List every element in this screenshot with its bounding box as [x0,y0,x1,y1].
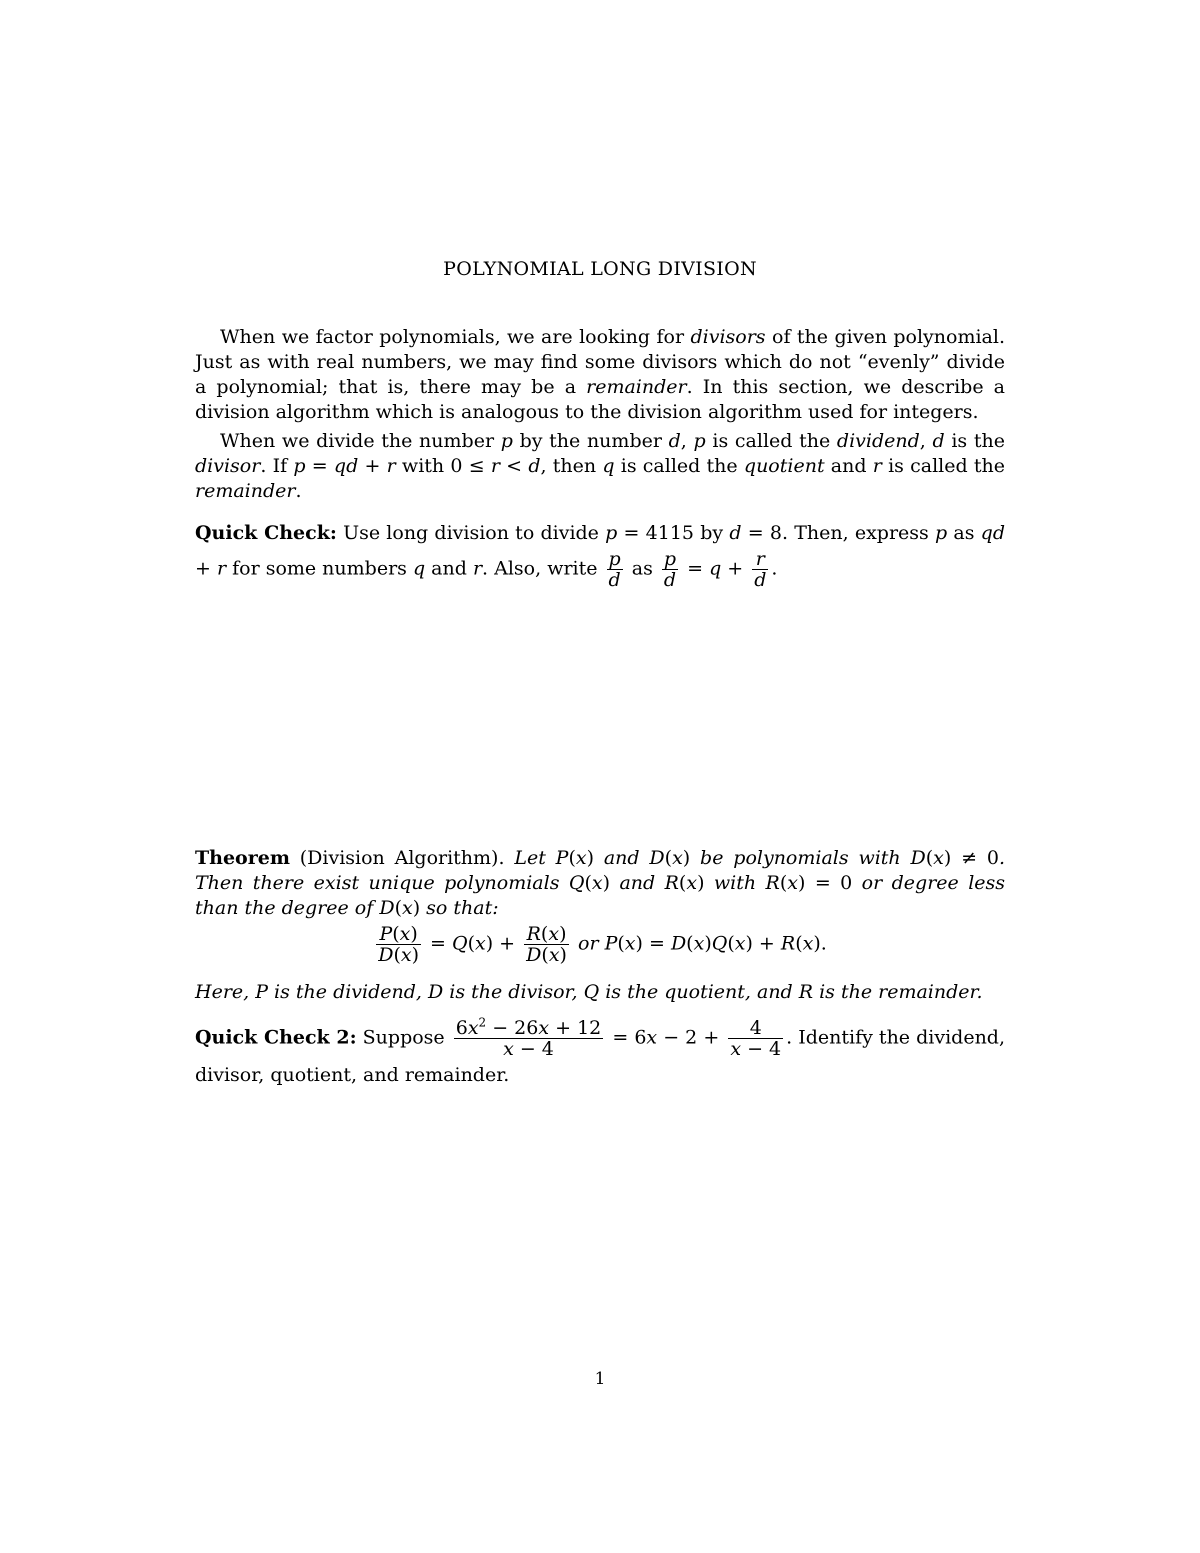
text-run: . Also, write [482,557,604,580]
text-run: with [395,455,451,477]
text-run: be polynomials with [690,847,911,869]
page-number: 1 [594,1369,606,1389]
quick-check-2: Quick Check 2: Suppose $\frac{6x^2 - 26x + 12}{x - 4}$ = 6x − 2 + $\frac{4}{x - 4}$ . Identify the dividend, divisor, quotient, and remainder. [195,1015,1006,1086]
theorem-statement: Theorem (Division Algorithm). Let P(x) and D(x) be polynomials with D(x) ≠ 0. Then there exist unique polynomials Q(x) and R(x) with R(x) = 0 or degree less than the degree of D(x) so that: [195,847,1006,919]
text-run: Here, P is the dividend, D is the divisor, Q is the quotient, and R is the remainder. [195,981,983,1003]
text-run: Suppose [356,1026,451,1049]
text-run: and [594,847,650,869]
text-run: so that: [420,897,499,919]
division-algorithm-equation: $\frac{P(x)}{D(x)}$ = Q(x) + $\frac{R(x)}{D(x)}$ or P(x) = D(x)Q(x) + R(x). [378,923,827,966]
fraction-p-over-d: $\frac{P(x)}{D(x)}$ [378,923,420,966]
text-run: , [680,430,694,452]
theorem-label: Theorem [195,847,290,869]
text-run: . Identify the dividend, divisor, quotient, and remainder. [195,1026,1006,1086]
text-run: . [295,480,302,502]
fraction-r-over-d: $\frac{R(x)}{D(x)}$ [526,923,567,966]
text-run: is called the [614,455,744,477]
text-run: for some numbers [226,557,413,580]
text-run: is the [944,430,1005,452]
text-run: . Then there exist unique polynomials [195,847,1005,894]
text-run: is called the [881,455,1006,477]
fraction-p-over-d: $\frac{p}{d}$ [663,548,677,591]
theorem-explanation [195,980,1005,1005]
text-run: . If [260,455,294,477]
emphasis-divisors: divisors [690,326,766,348]
text-run: Use long division to divide [336,522,606,544]
fraction-p-over-d: $\frac{p}{d}$ [608,548,621,591]
intro-paragraph-2: When we divide the number p by the number d, p is called the dividend, d is the divisor. If p = qd + r with 0 ≤ r < d, then q is called the quotient and r is called the remainder. [195,430,1006,502]
emphasis-dividend: dividend [836,430,920,452]
text-run: . In this section, we describe a division algorithm which is analogous to the division algorithm used for integers. [195,376,1005,423]
text-run: . Then, express [781,522,935,544]
text-run: , then [540,455,603,477]
text-run: When we factor polynomials, we are looking for [220,326,691,348]
text-run: as [625,557,659,580]
dividend-value: 4115 [645,522,695,544]
text-run: and [425,557,473,580]
emphasis-remainder: remainder [586,376,687,398]
emphasis-divisor: divisor [195,455,261,477]
text-run: When we divide the number [220,430,501,452]
quick-check-label: Quick Check 2: [195,1026,357,1049]
page-title: POLYNOMIAL LONG DIVISION [443,258,757,280]
emphasis-remainder: remainder [195,480,296,502]
fraction-polynomial: $\frac{6x^2 - 26x + 12}{x - 4}$ [455,1015,602,1060]
text-run: by the number [512,430,669,452]
text-run: and [610,872,665,894]
fraction-remainder: $\frac{4}{x - 4}$ [730,1017,782,1060]
theorem-name: (Division Algorithm). [299,847,505,869]
emphasis-quotient: quotient [743,455,825,477]
fraction-r-over-d: $\frac{r}{d}$ [754,548,767,591]
text-run: or degree less than the degree of [195,872,1006,919]
text-run: with [704,872,766,894]
text-run: and [824,455,873,477]
quick-check-label: Quick Check: [195,522,337,544]
intro-paragraph-1 [195,325,1005,425]
text-run: is called the [705,430,837,452]
text-run: Let [514,847,556,869]
text-run: or [578,932,599,955]
text-run: of the given polynomial. Just as with real numbers, we may find some divisors which do not “evenly” divide a polynomial; that is, there may be a [195,326,1005,398]
quick-check-1: Quick Check: Use long division to divide p = 4115 by d = 8. Then, express p as qd + r for some numbers q and r. Also, write $\frac{p}{d}$ as $\frac{p}{d}$ = q + $\frac{r}{d}$ . [195,522,1005,591]
text-run: as [947,522,981,544]
divisor-value: 8 [769,522,782,544]
text-run: by [694,522,730,544]
